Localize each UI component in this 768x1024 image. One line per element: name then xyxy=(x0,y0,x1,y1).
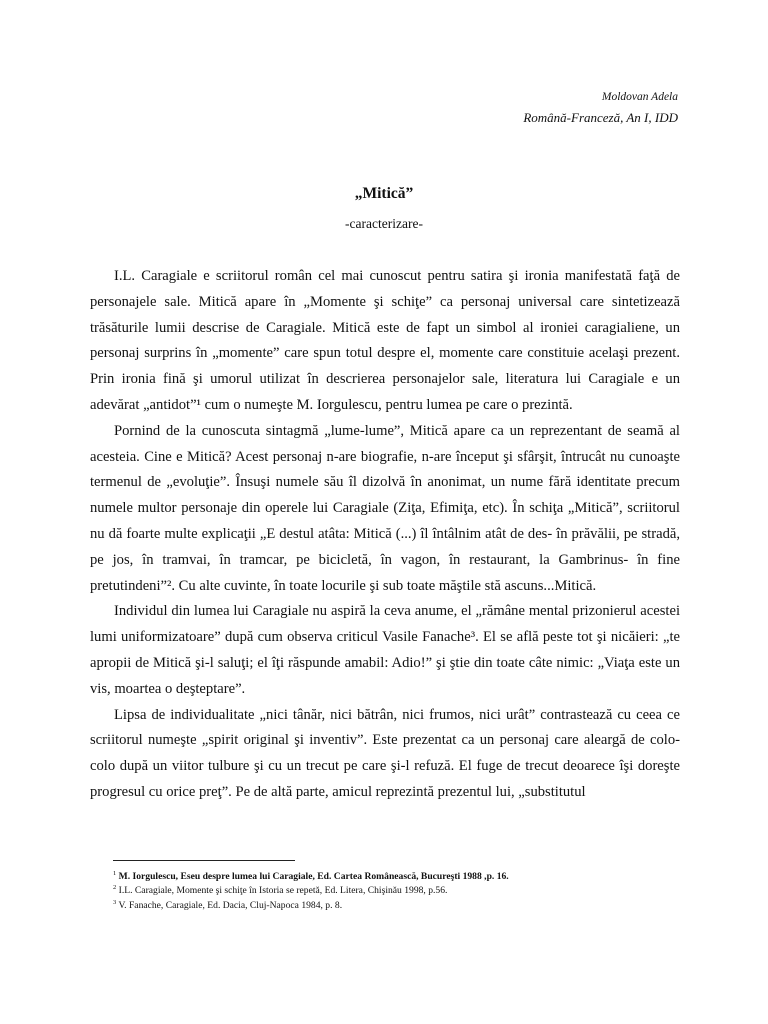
paragraph-3: Individul din lumea lui Caragiale nu aspiră la ceva anume, el „rămâne mental prizonierul acestei lumi uniformizatoare” după cum observa criticul Vasile Fanache³. El se află peste tot şi nicăieri: „te apropii de Mitică şi-l saluţi; el îţi răspunde amabil: Adio!” şi ştie din toate câte nimic: „Viaţa este un vis, moartea o deşteptare”. xyxy=(90,603,680,697)
paragraph-2: Pornind de la cunoscuta sintagmă „lume-lume”, Mitică apare ca un reprezentant de seamă al acesteia. Cine e Mitică? Acest personaj n-are biografie, n-are început şi sfârşit, întrucât nu cunoaşte termenul de „evoluţie”. Însuşi numele său îl dizolvă în anonimat, un nume fără identitate precum numele multor personaje din operele lui Caragiale (Ziţa, Efimiţa, etc). În schiţa „Mitică”, scriitorul nu dă foarte multe explicaţii „E destul atâta: Mitică (...) îl întâlnim atât de des- în prăvălii, pe stradă, pe jos, în tramvai, în tramcar, pe bicicletă, în vagon, în restaurant, la Gambrinus- în fine pretutindeni”². Cu alte cuvinte, în toate locurile şi sub toate măştile stă ascuns...Mitică. xyxy=(90,422,680,594)
paragraph-1: I.L. Caragiale e scriitorul român cel mai cunoscut pentru satira şi ironia manifestată faţă de personajele sale. Mitică apare în „Momente şi schiţe” ca personaj universal care sintetizează trăsăturile lumii descrise de Caragiale. Mitică este de fapt un simbol al ironiei caragialiene, un personaj surprins în „momente” care spun totul despre el, momente care constituie acelaşi prezent. Prin ironia fină şi umorul utilizat în descrierea personajelor sale, literatura lui Caragiale e un adevărat „antidot”¹ cum o numeşte M. Iorgulescu, pentru lumea pe care o prezintă. xyxy=(90,268,680,413)
footnote-text: I.L. Caragiale, Momente şi schiţe în Istoria se repetă, Ed. Litera, Chişinău 1998, p.56. xyxy=(118,885,448,897)
footnote-number: 2 xyxy=(113,884,117,892)
footnote-3 xyxy=(113,897,509,911)
footnotes xyxy=(113,868,509,911)
footnote-text: V. Fanache, Caragiale, Ed. Dacia, Cluj-Napoca 1984, p. 8. xyxy=(118,900,343,912)
author-name: Moldovan Adela xyxy=(601,91,678,103)
footnote-number: 1 xyxy=(113,870,117,877)
paragraph-4: Lipsa de individualitate „nici tânăr, nici bătrân, nici frumos, nici urât” contrastează cu ceea ce scriitorul numeşte „spirit original şi inventiv”. Este prezentat ca un personaj care aleargă de colo-colo după un viitor tulbure şi cu un trecut pe care şi-l refuză. El fuge de trecut deoarece îşi doreşte progresul cu orice preţ”. Pe de altă parte, amicul reprezintă prezentul lui, „substitutul xyxy=(90,706,680,800)
footnote-separator xyxy=(113,860,295,861)
footnote-1 xyxy=(113,868,509,882)
footnote-2 xyxy=(113,882,509,896)
program-info: Română-Franceză, An I, IDD xyxy=(523,110,678,125)
body-text xyxy=(90,264,680,806)
footnote-text: M. Iorgulescu, Eseu despre lumea lui Caragiale, Ed. Cartea Românească, Bucureşti 1988 ,p. 16. xyxy=(118,871,509,883)
document-subtitle: -caracterizare- xyxy=(345,216,423,231)
document-title: „Mitică” xyxy=(354,185,414,202)
footnote-number: 3 xyxy=(113,898,117,906)
